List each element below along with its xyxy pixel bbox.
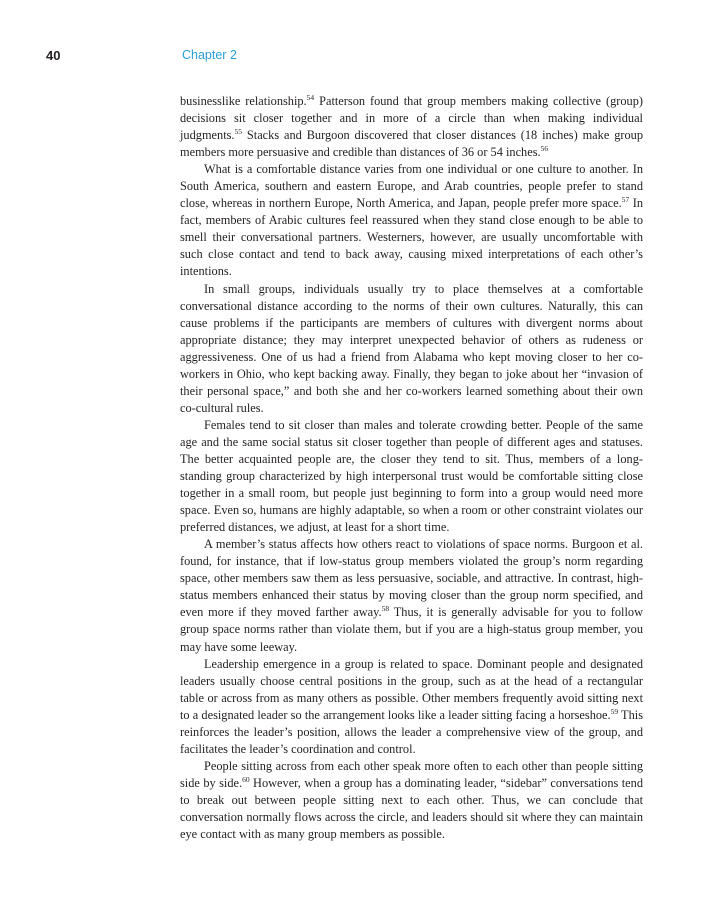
paragraph — [180, 417, 643, 536]
text-run: People sitting across from each other speak more often to each other than people sitting side by side. — [180, 758, 643, 790]
text-run: businesslike relationship. — [180, 94, 307, 108]
text-run: In fact, members of Arabic cultures feel reassured when they stand close enough to be able to smell their conversational partners. Westerners, however, are usually uncomfortable with such close contact and tend to back away, causing mixed interpretations of each other’s intentions. — [180, 196, 643, 279]
text-run: However, when a group has a dominating leader, “sidebar” conversations tend to break out between people sitting next to each other. Thus, we can conclude that conversation normally flows across the circle, and leaders should sit where they can maintain eye contact with as many group members as possible. — [180, 775, 643, 842]
page-number: 40 — [46, 48, 61, 63]
text-run: In small groups, individuals usually try to place themselves at a comfortable conversational distance according to the norms of their own cultures. Naturally, this can cause problems if the participants are members of cultures with divergent norms about appropriate distance; they may interpret unexpected behavior of others as rudeness or aggressiveness. One of us had a friend from Alabama who kept moving closer to her co-workers in Ohio, who kept backing away. Finally, they began to joke about her “invasion of their personal space,” and both she and her co-workers learned something about their own co-cultural rules. — [180, 281, 643, 415]
paragraph — [180, 656, 643, 758]
text-run: Thus, it is generally advisable for you to follow group space norms rather than violate them, but if you are a high-status group member, you may have some leeway. — [180, 605, 643, 654]
paragraph — [180, 758, 643, 843]
body-text — [180, 93, 643, 843]
paragraph — [180, 161, 643, 280]
footnote-ref: 55 — [234, 127, 243, 137]
text-run: What is a comfortable distance varies from one individual or one culture to another. In South America, southern and eastern Europe, and Arab countries, people prefer to stand close, whereas in northern Europe, North America, and Japan, people prefer more space. — [180, 162, 643, 211]
footnote-ref: 60 — [242, 774, 250, 784]
footnote-ref: 58 — [381, 604, 390, 614]
text-run: Patterson found that group members making collective (group) decisions sit closer together and in more of a circle than when making individual judgments. — [180, 94, 643, 143]
footnote-ref: 57 — [621, 195, 630, 205]
text-run: Leadership emergence in a group is related to space. Dominant people and designated leaders usually choose central positions in the group, such as at the head of a rectangular table or across from as many others as possible. Other members frequently avoid sitting next to a designated leader so the arrangement looks like a leader sitting facing a horseshoe. — [180, 656, 643, 722]
footnote-ref: 54 — [306, 93, 315, 102]
footnote-ref: 59 — [610, 706, 619, 716]
text-run: This reinforces the leader’s position, allows the leader a comprehensive view of the group, and facilitates the leader’s coordination and control. — [180, 707, 643, 756]
paragraph — [180, 93, 643, 161]
paragraph — [180, 281, 643, 417]
text-run: Females tend to sit closer than males and tolerate crowding better. People of the same age and the same social status sit closer together than people of different ages and statuses. The better acquainted people are, the closer they tend to sit. Thus, members of a long-standing group characterized by high interpersonal trust would be comfortable sitting close together in a small room, but people just beginning to form into a group would need more space. Even so, humans are highly adaptable, so when a room or other constraint violates our preferred distances, we adjust, at least for a short time. — [180, 417, 643, 535]
text-run: A member’s status affects how others react to violations of space norms. Burgoon et al. found, for instance, that if low-status group members violated the group’s norm regarding space, other members saw them as less persuasive, sociable, and attractive. In contrast, high-status members enhanced their status by moving closer than the group norm specified, and even more if they moved farther away. — [180, 537, 643, 620]
chapter-running-head: Chapter 2 — [182, 48, 237, 62]
footnote-ref: 56 — [540, 144, 549, 154]
text-run: Stacks and Burgoon discovered that closer distances (18 inches) make group members more persuasive and credible than distances of 36 or 54 inches. — [180, 128, 643, 160]
paragraph — [180, 536, 643, 655]
